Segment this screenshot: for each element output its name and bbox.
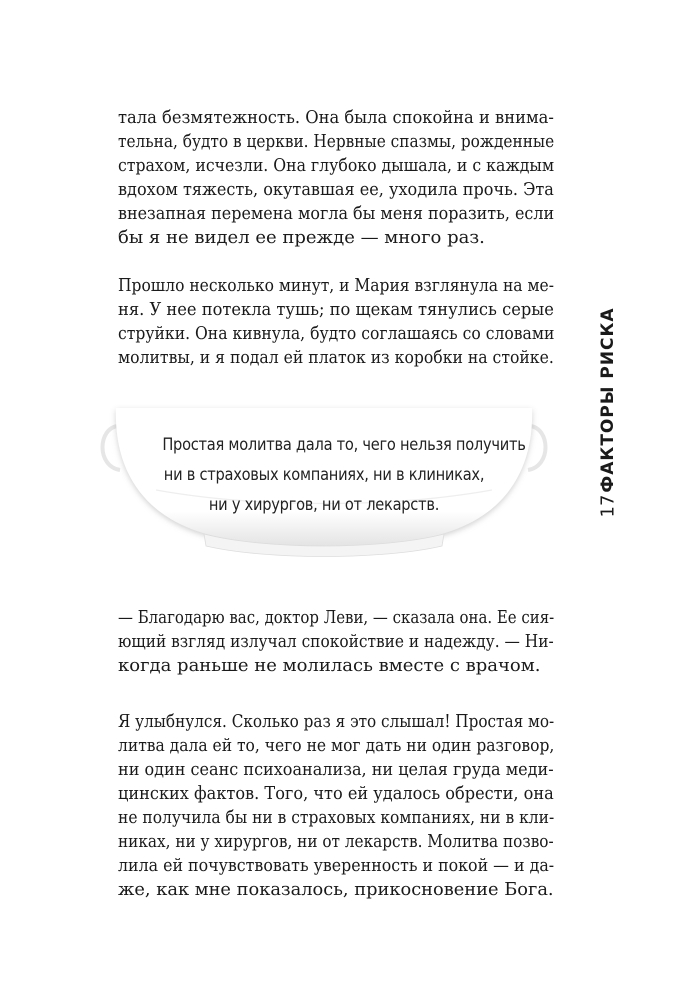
- text-line: страхом, исчезли. Она глубоко дышала, и с каждым: [118, 155, 555, 176]
- paragraph-1: [118, 106, 554, 250]
- page-number: [590, 486, 626, 526]
- paragraph-4: [118, 710, 554, 902]
- text-line: никах, ни у хирургов, ни от лекарств. Молитва позво-: [118, 831, 554, 852]
- text-line: ющий взгляд излучал спокойствие и надежду. — Ни-: [118, 631, 554, 652]
- pull-quote-text: [162, 430, 526, 520]
- text-line: когда раньше не молилась вместе с врачом.: [118, 655, 541, 676]
- text-line: Прошло несколько минут, и Мария взглянула на ме-: [118, 275, 554, 296]
- text-line: не получила бы ни в страховых компаниях, ни в кли-: [118, 807, 555, 828]
- text-line: ни один сеанс психоанализа, ни целая груда меди-: [118, 759, 554, 780]
- text-line: струйки. Она кивнула, будто соглашаясь со словами: [118, 323, 555, 344]
- page-number-value: 17: [597, 494, 619, 518]
- pull-quote: [96, 404, 552, 564]
- text-line: молитвы, и я подал ей платок из коробки на стойке.: [118, 347, 554, 368]
- text-line: же, как мне показалось, прикосновение Бога.: [118, 879, 554, 900]
- text-line: тельна, будто в церкви. Нервные спазмы, рожденные: [118, 131, 555, 152]
- quote-line: Простая молитва дала то, чего нельзя получить: [162, 435, 526, 455]
- text-line: ня. У нее потекла тушь; по щекам тянулись серые: [118, 299, 554, 320]
- text-line: литва дала ей то, чего не мог дать ни один разговор,: [118, 735, 555, 756]
- paragraph-2: [118, 274, 554, 370]
- text-line: внезапная перемена могла бы меня поразить, если: [118, 203, 555, 224]
- text-line: лила ей почувствовать уверенность и покой — и да-: [118, 855, 555, 876]
- text-line: вдохом тяжесть, окутавшая ее, уходила прочь. Эта: [118, 179, 554, 200]
- text-line: бы я не видел ее прежде — много раз.: [118, 227, 485, 248]
- chapter-title: ФАКТОРЫ РИСКА: [598, 307, 618, 493]
- text-line: цинских фактов. Того, что ей удалось обрести, она: [118, 783, 554, 804]
- quote-line: ни в страховых компаниях, ни в клиниках,: [163, 465, 485, 485]
- text-line: — Благодарю вас, доктор Леви, — сказала она. Ее сия-: [118, 607, 555, 628]
- paragraph-3: [118, 606, 554, 678]
- text-line: тала безмятежность. Она была спокойна и внима-: [118, 107, 554, 128]
- quote-line: ни у хирургов, ни от лекарств.: [208, 495, 440, 515]
- text-line: Я улыбнулся. Сколько раз я это слышал! Простая мо-: [118, 711, 555, 732]
- running-head: [588, 307, 628, 493]
